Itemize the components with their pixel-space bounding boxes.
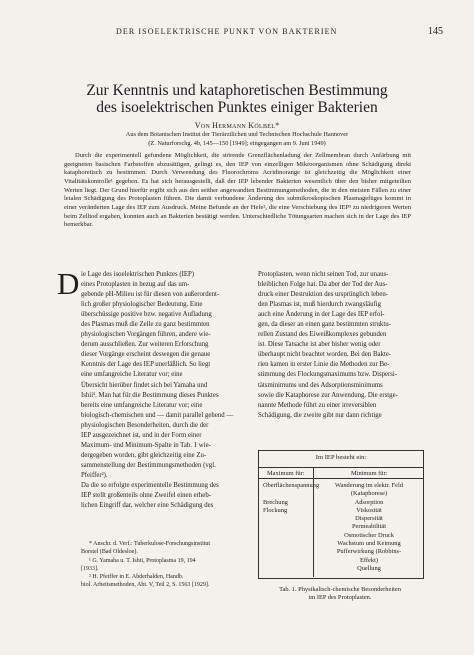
text-line: druck einer Destruktion des ursprünglich leben- — [258, 291, 389, 299]
text-line: tätsminimums und des Adsorptionsminimums — [258, 381, 383, 389]
table-cell: Adsorption — [354, 498, 384, 506]
table-cell: Oberflächenspannung — [263, 482, 320, 489]
footnote-continuation: Borstel (Bad Oldesloe). — [81, 549, 138, 556]
running-title: DER ISOELEKTRISCHE PUNKT VON BAKTERIEN — [116, 27, 338, 36]
footnotes — [81, 540, 243, 590]
abstract-paragraph: Durch die experimentell gefundene Möglichkeit, die störende Grenzflächenladung der Zellmembran durch Anfärbung mit geeigneten basischen Farbstoffen abzusättigen, gelingt es, den IEP von einzelligen Mikroorganismen ohne Schädigung direkt kataphoretisch zu bestimmen. Durch Verwendung des Fluorochroms Acridinorange ist gleichzeitig die Möglichkeit einer Vitalitätskontrolle¹ gegeben. Es hat sich herausgestellt, daß der IEP lebender Bakterien wesentlich über den bisher mitgeteilten Werten liegt. Der Grund hierfür ergibt sich aus den seither angewandten Bestimmungsmethoden, die in den meisten Fällen zu einer letalen Schädigung des Protoplasten führen. Die damit verbundene Änderung des submikroskopischen Plasmagefüges kommt in einer veränderten Lage des IEP zum Ausdruck. Meine Befunde an der Hefe², die eine Verschiebung des IEP³ zu niedrigeren Werten beim Zelltod ergaben, konnten auch an Bakterien bestätigt werden. Unterschiedliche Tötungsarten machen sich in der Lage des IEP bemerkbar. — [64, 152, 411, 229]
footnote-continuation: [1933]. — [81, 565, 99, 572]
text-line: Ishii¹. Man hat für die Bestimmung dieses Punktes — [81, 391, 219, 399]
text-line: Protoplasten, wenn nicht seinen Tod, zur unaus- — [258, 271, 389, 278]
text-line: überhaupt nicht beachtet worden. Bei den Bakte- — [258, 351, 392, 359]
page-number: 145 — [428, 26, 443, 37]
text-line: lichen Eingriff dar, welcher eine Schädigung des — [81, 502, 214, 510]
table-cell: Wachstum und Keimung — [337, 540, 401, 548]
drop-cap: D — [57, 266, 80, 301]
text-line: bleiblichen Folge hat. Da aber der Tod der Aus- — [258, 281, 388, 289]
text-line: ist. Diese Tatsache ist aber bisher wenig oder — [258, 341, 381, 349]
author-mark: * — [275, 121, 280, 130]
footnote-text: H. Pfeiffer in E. Abderhalden, Handb. — [92, 574, 184, 581]
caption-line-2: im IEP des Protoplasten. — [308, 594, 372, 602]
footnote-mark: ² — [89, 574, 91, 581]
table-cell: Viskosität — [356, 506, 382, 514]
abstract — [64, 152, 411, 230]
text-line: Kenntnis der Lage des IEP unerläßlich. So liegt — [81, 361, 211, 369]
affiliation — [0, 131, 474, 148]
running-header — [0, 27, 474, 41]
table-cell: (Kataphorese) — [350, 490, 388, 498]
footnote-continuation: biol. Arbeitsmethoden, Abt. V, Teil 2, S. 1563 [1929]. — [81, 582, 210, 589]
min-column — [317, 482, 421, 573]
col-header-max: Maximum für: — [267, 470, 305, 477]
text-line: nannte Methode führt zu einer irreversiblen — [258, 401, 377, 409]
text-line: rellen Zustand des Eiweißkomplexes gebunden — [258, 331, 387, 339]
affiliation-line-2: (Z. Naturforschg. 4b, 145—150 [1949]; eingegangen am 9. Juni 1949) — [148, 139, 326, 147]
article-title — [0, 82, 474, 116]
text-line: physiologischen Besonderheiten, durch die der — [81, 421, 209, 429]
footnote — [81, 573, 243, 581]
max-column — [263, 482, 320, 516]
iep-table — [258, 450, 424, 579]
footnote-mark: ¹ — [89, 557, 91, 564]
text-line: den Plasmas ist, muß hierdurch zwangsläufig — [258, 301, 382, 309]
table-cell: Brechung — [263, 498, 288, 506]
footnote-text: G. Yamaha u. T. Ishii, Protoplasma 19, 194 — [92, 557, 196, 564]
text-line: eines Protoplasten in bezug auf das um- — [81, 281, 190, 289]
text-line: ie Lage des isoelektrischen Punktes (IEP) — [81, 271, 195, 278]
text-line: sowie die Kataphorese zur Anwendung. Die erstge- — [258, 391, 398, 399]
author-line — [0, 121, 474, 130]
text-line: biologisch-chemischen und — damit parallel gehend — — [81, 411, 234, 419]
col-header-min: Minimum für: — [351, 470, 388, 477]
text-line: überschüssige positive bzw. negative Aufladung — [81, 311, 212, 319]
table-cell: Wanderung im elektr. Feld — [335, 482, 403, 489]
text-line: sammenstellung der Bestimmungsmethoden (vgl. — [81, 461, 216, 469]
text-line: bereits eine umfangreiche Literatur vor; eine — [81, 401, 203, 409]
text-line: Maximum- und Minimum-Spalte in Tab. 1 wie- — [81, 441, 211, 449]
text-line: stimmung des Flockungsmaximums bzw. Dispersi- — [258, 371, 398, 379]
text-line: rien kamen in erster Linie die Methoden zur Be- — [258, 361, 390, 369]
table-cell: Effekt) — [360, 556, 378, 564]
title-line-1: Zur Kenntnis und kataphoretischen Bestimmung — [86, 82, 388, 99]
text-line: Übersicht hierüber findet sich bei Yamaha und — [81, 381, 208, 389]
text-line: dieser Vorgänge erscheint deswegen die genaue — [81, 351, 211, 359]
table-cell: Permeabilität — [351, 523, 387, 531]
footnote — [81, 540, 243, 548]
text-line: gen, da dieser an einen ganz bestimmten struktu- — [258, 321, 391, 329]
text-line: gebende pH-Milieu ist für diesen von außerordent- — [81, 291, 220, 299]
table-cell: Dispersität — [355, 515, 383, 523]
text-line: eine umfangreiche Literatur vor; eine — [81, 371, 183, 379]
footnote-mark: * — [89, 541, 92, 547]
text-line: Pfeiffer²). — [81, 471, 108, 479]
left-column — [57, 266, 242, 511]
text-line: lich großer physiologischer Bedeutung. Eine — [81, 301, 203, 309]
text-line: physiologischen Vorgängen führen, andere wie- — [81, 331, 211, 339]
caption-line-1: Tab. 1. Physikalisch-chemische Besonderheiten — [279, 586, 401, 593]
title-line-2: des isoelektrischen Punktes einiger Bakterien — [96, 99, 378, 116]
text-line: dergegeben worden, gibt gleichzeitig eine Zu- — [81, 451, 207, 459]
table-cell: Quellung — [357, 564, 381, 572]
table-heading: Im IEP besteht ein: — [315, 454, 367, 461]
text-line: Da die so erfolgte experimentelle Bestimmung des — [81, 481, 219, 489]
table-cell: Osmotischer Druck — [344, 531, 394, 539]
text-line: IEP ausgezeichnet ist, und in der Form einer — [81, 431, 202, 439]
text-line: des Plasmas muß die Zelle zu ganz bestimmten — [81, 321, 210, 329]
table-caption — [258, 586, 422, 602]
footnote-text: Anschr. d. Verf.: Tuberkulose-Forschungsinstitut — [93, 541, 211, 547]
table-cell: Pufferwirkung (Robbins- — [336, 548, 402, 556]
text-line: derum ausschließen. Zur weiteren Erforschung — [81, 341, 209, 349]
table-cell — [263, 490, 313, 498]
affiliation-line-1: Aus dem Botanischen Institut der Tierärztlichen und Technischen Hochschule Hannover — [125, 131, 349, 138]
table-column-headers — [259, 467, 423, 479]
right-column — [258, 270, 422, 421]
author-name: Hermann Kölbel — [212, 121, 276, 130]
text-line: auch eine Änderung in der Lage des IEP erfol- — [258, 311, 385, 319]
footnote — [81, 557, 243, 565]
table-cell: Flockung — [263, 507, 288, 515]
author-prefix: Von — [194, 121, 211, 130]
text-line: Schädigung, die zweite gibt nur dann richtige — [258, 411, 382, 419]
text-line: IEP stellt großenteils ohne Zweifel einen erheb- — [81, 492, 211, 500]
